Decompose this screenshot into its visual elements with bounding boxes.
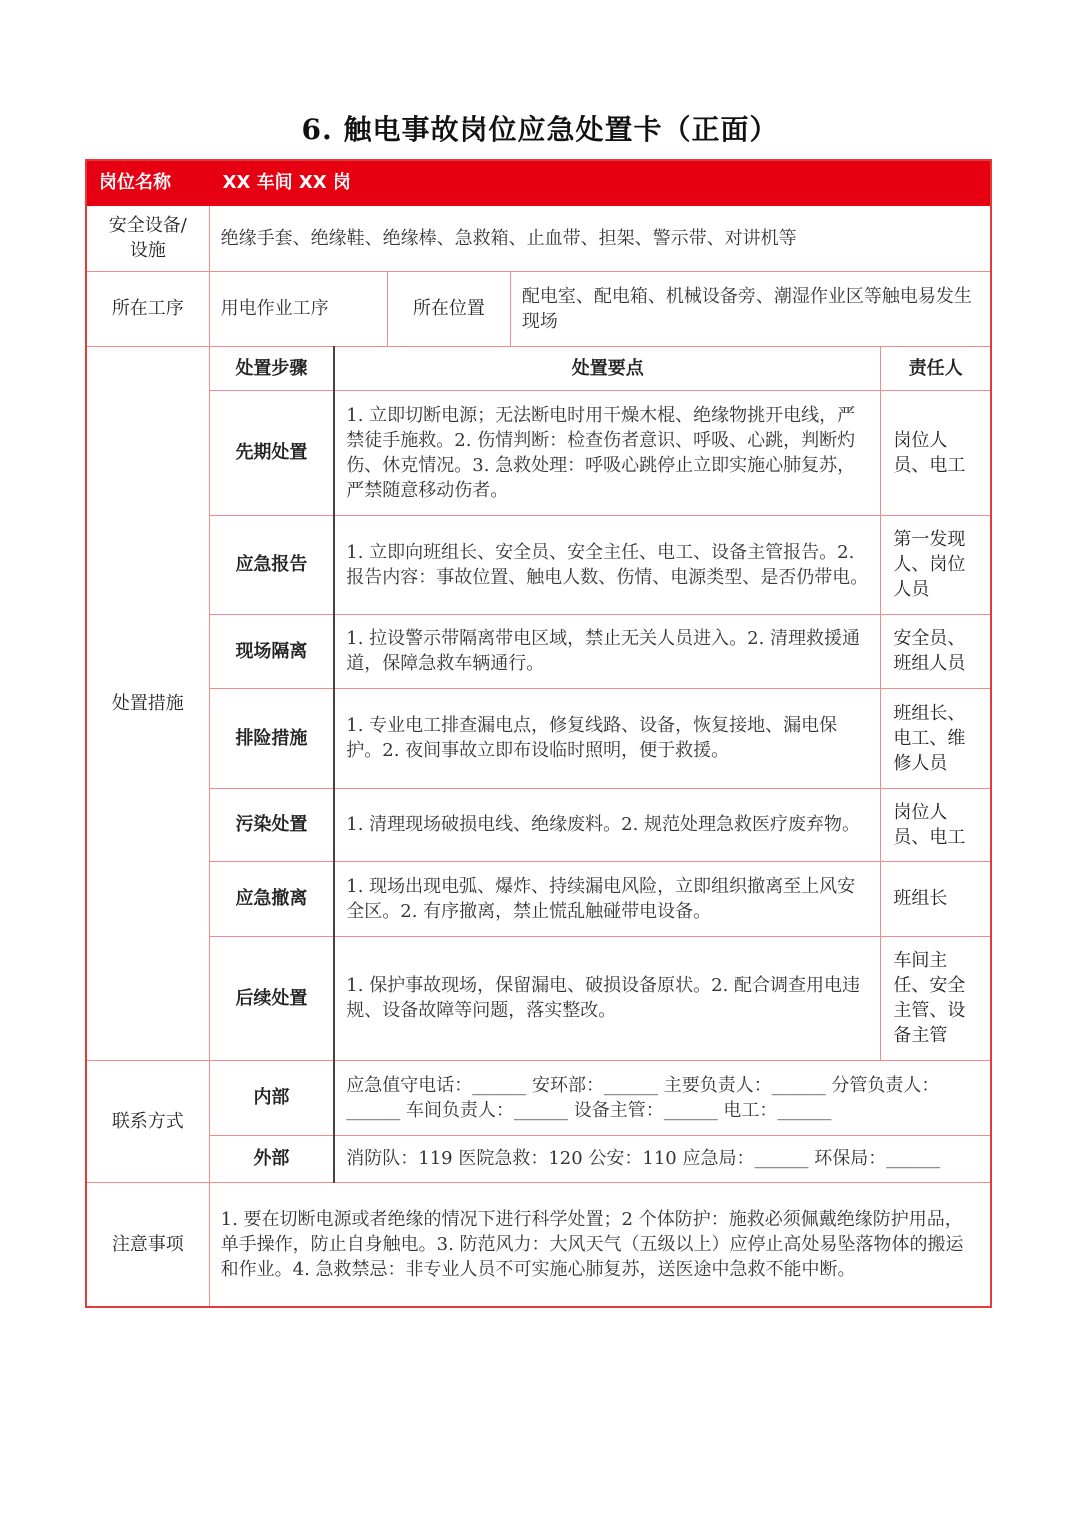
- equipment-value: 绝缘手套、绝缘鞋、绝缘棒、急救箱、止血带、担架、警示带、对讲机等: [209, 205, 991, 271]
- measure-person: 岗位人员、电工: [881, 788, 991, 861]
- contact-external-label: 外部: [209, 1135, 334, 1182]
- contact-internal-row: [86, 1060, 991, 1135]
- measure-points: 1. 立即切断电源；无法断电时用干燥木棍、绝缘物挑开电线，严禁徒手施救。2. 伤情判断：检查伤者意识、呼吸、心跳，判断灼伤、休克情况。3. 急救处理：呼吸心跳停止立即实施心肺复苏，严禁随意移动伤者。: [334, 390, 881, 515]
- process-label: 所在工序: [86, 271, 209, 346]
- page-title: 6. 触电事故岗位应急处置卡（正面）: [301, 113, 779, 146]
- notes-label: 注意事项: [86, 1182, 209, 1307]
- measures-label: 处置措施: [86, 346, 209, 1060]
- notes-row: [86, 1182, 991, 1307]
- measure-row: [86, 688, 991, 788]
- emergency-card-table: [85, 159, 992, 1308]
- measure-step: 现场隔离: [209, 614, 334, 688]
- measure-step: 污染处置: [209, 788, 334, 861]
- measure-row: [86, 614, 991, 688]
- measure-row: [86, 390, 991, 515]
- contact-external-row: [86, 1135, 991, 1182]
- equipment-row: [86, 205, 991, 271]
- measure-step: 应急撤离: [209, 861, 334, 936]
- equipment-label: 安全设备/设施: [86, 205, 209, 271]
- col-step-header: 处置步骤: [209, 346, 334, 390]
- process-location-row: [86, 271, 991, 346]
- measure-points: 1. 立即向班组长、安全员、安全主任、电工、设备主管报告。2. 报告内容：事故位置、触电人数、伤情、电源类型、是否仍带电。: [334, 515, 881, 614]
- contact-internal-value: 应急值守电话：______ 安环部：______ 主要负责人：______ 分管负责人：______ 车间负责人：______ 设备主管：______ 电工：______: [334, 1060, 991, 1135]
- measure-step: 先期处置: [209, 390, 334, 515]
- measure-row: [86, 861, 991, 936]
- measure-row: [86, 788, 991, 861]
- measure-points: 1. 专业电工排查漏电点，修复线路、设备，恢复接地、漏电保护。2. 夜间事故立即布设临时照明，便于救援。: [334, 688, 881, 788]
- post-name-value: XX 车间 XX 岗: [209, 160, 991, 205]
- contact-internal-label: 内部: [209, 1060, 334, 1135]
- notes-value: 1. 要在切断电源或者绝缘的情况下进行科学处置；2 个体防护：施救必须佩戴绝缘防护用品，单手操作，防止自身触电。3. 防范风力：大风天气（五级以上）应停止高处易坠落物体的搬运和作业。4. 急救禁忌：非专业人员不可实施心肺复苏，送医途中急救不能中断。: [209, 1182, 991, 1307]
- measure-person: 岗位人员、电工: [881, 390, 991, 515]
- measure-points: 1. 清理现场破损电线、绝缘废料。2. 规范处理急救医疗废弃物。: [334, 788, 881, 861]
- measure-row: [86, 936, 991, 1060]
- process-value: 用电作业工序: [209, 271, 387, 346]
- location-value: 配电室、配电箱、机械设备旁、潮湿作业区等触电易发生现场: [510, 271, 991, 346]
- measure-row: [86, 515, 991, 614]
- col-points-header: 处置要点: [334, 346, 881, 390]
- measure-person: 班组长: [881, 861, 991, 936]
- measure-person: 班组长、电工、维修人员: [881, 688, 991, 788]
- measure-step: 排险措施: [209, 688, 334, 788]
- measures-header-row: [86, 346, 991, 390]
- measure-person: 第一发现人、岗位人员: [881, 515, 991, 614]
- measure-points: 1. 拉设警示带隔离带电区域，禁止无关人员进入。2. 清理救援通道，保障急救车辆通行。: [334, 614, 881, 688]
- header-row: [86, 160, 991, 205]
- measure-person: 安全员、班组人员: [881, 614, 991, 688]
- measure-step: 后续处置: [209, 936, 334, 1060]
- contact-label: 联系方式: [86, 1060, 209, 1182]
- post-name-label: 岗位名称: [86, 160, 209, 205]
- measure-points: 1. 保护事故现场，保留漏电、破损设备原状。2. 配合调查用电违规、设备故障等问题，落实整改。: [334, 936, 881, 1060]
- measure-step: 应急报告: [209, 515, 334, 614]
- contact-external-value: 消防队：119 医院急救：120 公安：110 应急局：______ 环保局：______: [334, 1135, 991, 1182]
- col-person-header: 责任人: [881, 346, 991, 390]
- measure-person: 车间主任、安全主管、设备主管: [881, 936, 991, 1060]
- location-label: 所在位置: [387, 271, 510, 346]
- measure-points: 1. 现场出现电弧、爆炸、持续漏电风险，立即组织撤离至上风安全区。2. 有序撤离，禁止慌乱触碰带电设备。: [334, 861, 881, 936]
